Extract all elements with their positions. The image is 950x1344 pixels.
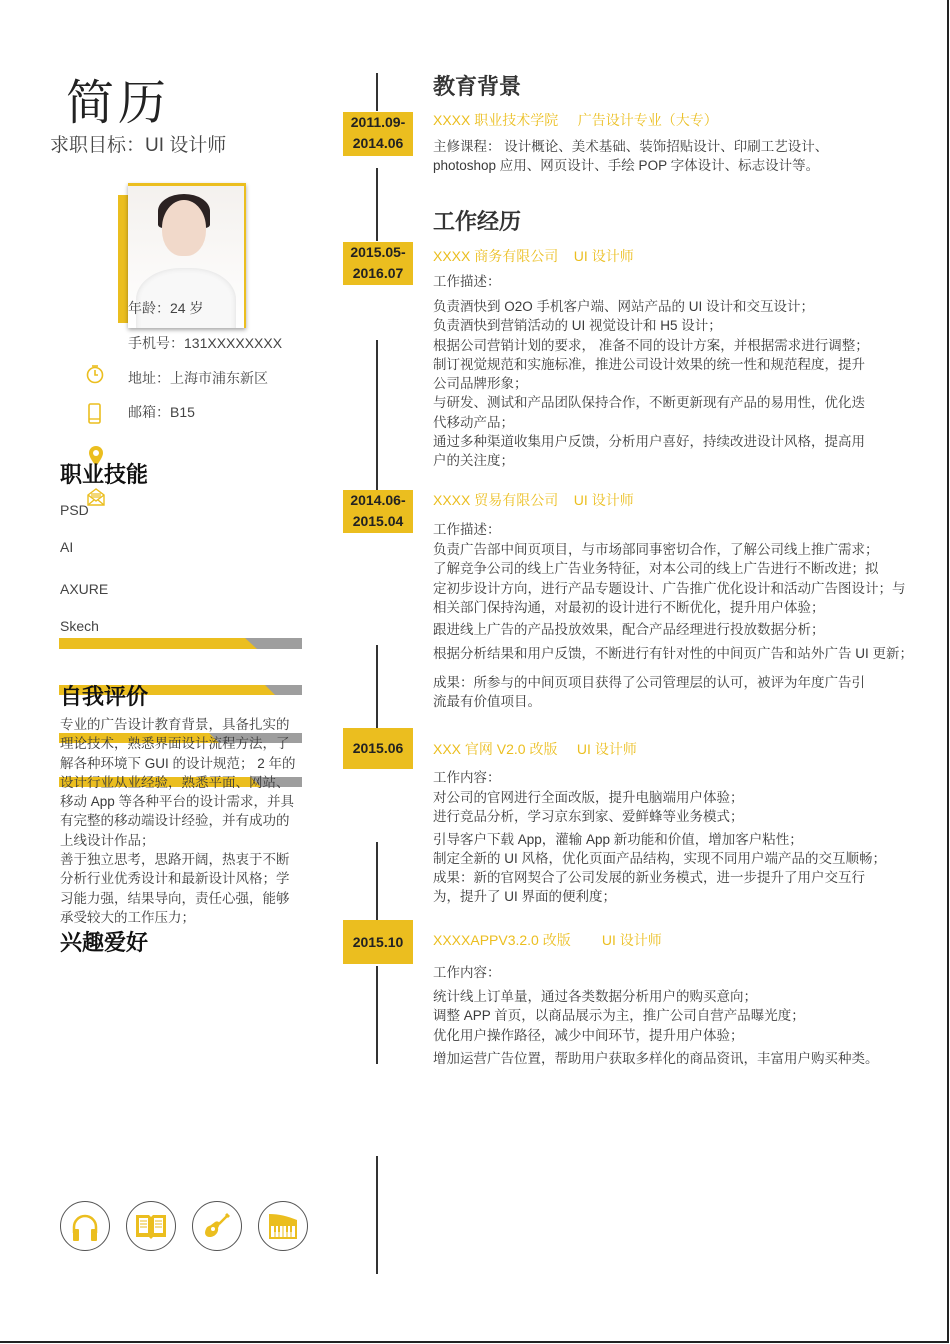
job4-label: 工作内容： bbox=[433, 965, 501, 980]
address-text: 地址：上海市浦东新区 bbox=[128, 370, 268, 386]
job-line: 流最有价值项目。 bbox=[433, 694, 541, 710]
job-line: 为，提升了 UI 界面的便利度； bbox=[433, 889, 617, 905]
job-line: 调整 APP 首页，以商品展示为主，推广公司自营产品曝光度； bbox=[433, 1008, 805, 1024]
job-line: 对公司的官网进行全面改版，提升电脑端用户体验； bbox=[433, 790, 744, 805]
education-date-badge bbox=[343, 112, 413, 156]
date-start: 2014.06- bbox=[350, 492, 406, 508]
work-heading: 工作经历 bbox=[433, 209, 522, 234]
job1-label: 工作描述： bbox=[433, 274, 501, 289]
job2-title: XXXX 贸易有限公司 UI 设计师 bbox=[433, 492, 634, 508]
skill-axure: AXURE bbox=[60, 581, 109, 597]
timeline-segment bbox=[376, 340, 378, 490]
job3-label: 工作内容： bbox=[433, 770, 501, 785]
timeline-segment bbox=[376, 842, 378, 920]
piano-icon bbox=[266, 1211, 300, 1241]
job-line: 成果：所参与的中间页项目获得了公司管理层的认可，被评为年度广告引 bbox=[433, 674, 865, 690]
self-eval-line: 善于独立思考，思路开阔，热衷于不断 bbox=[60, 852, 290, 868]
job2-date-badge bbox=[343, 490, 413, 533]
date-end: 2014.06 bbox=[352, 135, 404, 151]
job-line: 进行竞品分析，学习京东到家、爱鲜蜂等业务模式； bbox=[433, 809, 744, 825]
job2-label: 工作描述： bbox=[433, 522, 501, 537]
job-line: 负责广告部中间页项目，与市场部同事密切合作，了解公司线上推广需求； bbox=[433, 542, 879, 557]
self-eval-line: 承受较大的工作压力； bbox=[60, 909, 195, 925]
job-line: 引导客户下载 App，灌输 App 新功能和价值，增加客户粘性； bbox=[433, 831, 803, 847]
job-line: 制定全新的 UI 风格，优化页面产品结构，实现不同用户端产品的交互顺畅； bbox=[433, 850, 887, 866]
job-line: 制订视觉规范和实施标准，推进公司设计效果的统一性和规范程度，提升 bbox=[433, 356, 865, 372]
job1-description bbox=[433, 297, 869, 471]
skill-level-bar bbox=[59, 638, 302, 649]
job-line: 代移动产品； bbox=[433, 414, 514, 430]
skill-sketch: Skech bbox=[60, 618, 99, 634]
hobby-guitar bbox=[192, 1201, 242, 1251]
date-end: 2015.04 bbox=[352, 513, 404, 529]
job-line: 统计线上订单量，通过各类数据分析用户的购买意向； bbox=[433, 989, 757, 1004]
self-eval-line: 移动 App 等各种平台的设计需求，并具 bbox=[60, 794, 295, 810]
self-eval-line: 分析行业优秀设计和最新设计风格；学 bbox=[60, 871, 290, 887]
phone-text: 手机号：131XXXXXXXX bbox=[128, 335, 283, 351]
job-line: 成果：新的官网契合了公司发展的新业务模式，进一步提升了用户交互行 bbox=[433, 870, 865, 886]
self-eval-line: 解各种环境下 GUI 的设计规范； 2 年的 bbox=[60, 755, 296, 771]
job-line: 负责酒快到营销活动的 UI 视觉设计和 H5 设计； bbox=[433, 318, 722, 334]
job3-description bbox=[433, 788, 886, 907]
clock-icon bbox=[85, 364, 105, 384]
job-line: 相关部门保持沟通，对最初的设计进行不断优化，提升用户体验； bbox=[433, 599, 825, 615]
course-line: 主修课程： 设计概论、美术基础、装饰招贴设计、印刷工艺设计、 bbox=[433, 139, 829, 154]
date-start: 2011.09- bbox=[350, 114, 406, 130]
timeline-segment bbox=[376, 73, 378, 111]
skill-psd: PSD bbox=[60, 502, 89, 518]
hobby-piano bbox=[258, 1201, 308, 1251]
job4-description bbox=[433, 987, 879, 1068]
job4-date-badge bbox=[343, 920, 413, 964]
job3-date-badge bbox=[343, 728, 413, 769]
timeline-segment bbox=[376, 168, 378, 241]
job2-description bbox=[433, 540, 913, 711]
job-line: 增加运营广告位置，帮助用户获取多样化的商品资讯，丰富用户购买种类。 bbox=[433, 1050, 879, 1066]
self-eval-text bbox=[60, 715, 310, 927]
email-text: 邮箱：B15 bbox=[128, 404, 195, 420]
date-start: 2015.05- bbox=[350, 244, 406, 260]
date-end: 2016.07 bbox=[352, 265, 404, 281]
resume-title: 简历 bbox=[66, 77, 171, 130]
guitar-icon bbox=[201, 1210, 233, 1242]
course-line: photoshop 应用、网页设计、手绘 POP 字体设计、标志设计等。 bbox=[433, 158, 820, 174]
job4-title: XXXXAPPV3.2.0 改版 UI 设计师 bbox=[433, 932, 662, 948]
timeline-segment bbox=[376, 1156, 378, 1274]
job-line: 负责酒快到 O2O 手机客户端、网站产品的 UI 设计和交互设计； bbox=[433, 299, 815, 314]
headphones-icon bbox=[68, 1209, 102, 1243]
self-eval-line: 理论技术，熟悉界面设计流程方法，了 bbox=[60, 736, 290, 752]
self-eval-line: 上线设计作品； bbox=[60, 832, 155, 848]
timeline-segment bbox=[376, 645, 378, 728]
job-line: 通过多种渠道收集用户反馈，分析用户喜好，持续改进设计风格，提高用 bbox=[433, 434, 865, 450]
job-line: 公司品牌形象； bbox=[433, 376, 528, 392]
job1-date-badge bbox=[343, 242, 413, 285]
job-line: 与研发、测试和产品团队保持合作，不断更新现有产品的易用性，优化迭 bbox=[433, 395, 865, 411]
self-eval-line: 专业的广告设计教育背景，具备扎实的 bbox=[60, 717, 290, 732]
self-eval-line: 习能力强，结果导向，责任心强，能够 bbox=[60, 890, 290, 906]
hobby-reading bbox=[126, 1201, 176, 1251]
self-eval-line: 设计行业从业经验，熟悉平面、网站、 bbox=[60, 774, 290, 790]
job3-title: XXX 官网 V2.0 改版 UI 设计师 bbox=[433, 741, 637, 757]
hobbies-heading: 兴趣爱好 bbox=[60, 930, 149, 955]
timeline-segment bbox=[376, 966, 378, 1064]
skills-heading: 职业技能 bbox=[60, 462, 149, 487]
self-eval-line: 有完整的移动端设计经验，并有成功的 bbox=[60, 813, 290, 829]
skill-ai: AI bbox=[60, 539, 74, 555]
job-line: 根据分析结果和用户反馈，不断进行有针对性的中间页广告和站外广告 UI 更新； bbox=[433, 646, 914, 662]
book-icon bbox=[134, 1211, 168, 1241]
job-line: 户的关注度； bbox=[433, 453, 514, 469]
job1-title: XXXX 商务有限公司 UI 设计师 bbox=[433, 248, 634, 264]
age-text: 年龄：24 岁 bbox=[128, 300, 204, 316]
education-title: XXXX 职业技术学院 广告设计专业（大专） bbox=[433, 112, 718, 128]
job-line: 了解竞争公司的线上广告业务特征，对本公司的线上广告进行不断改进；拟 bbox=[433, 561, 879, 577]
job-line: 根据公司营销计划的要求， 准备不同的设计方案，并根据需求进行调整； bbox=[433, 337, 869, 353]
hobby-music bbox=[60, 1201, 110, 1251]
mail-icon bbox=[86, 488, 106, 508]
job-line: 定初步设计方向，进行产品专题设计、广告推广优化设计和活动广告图设计；与 bbox=[433, 580, 906, 596]
education-courses bbox=[433, 137, 828, 176]
date: 2015.10 bbox=[352, 934, 404, 950]
job-line: 跟进线上广告的产品投放效果，配合产品经理进行投放数据分析； bbox=[433, 622, 825, 638]
self-eval-heading: 自我评价 bbox=[60, 684, 149, 709]
job-goal: 求职目标：UI 设计师 bbox=[50, 135, 227, 156]
education-heading: 教育背景 bbox=[433, 74, 522, 99]
mobile-phone-icon bbox=[87, 403, 107, 423]
job-line: 优化用户操作路径，减少中间环节，提升用户体验； bbox=[433, 1027, 744, 1043]
date: 2015.06 bbox=[352, 740, 404, 756]
